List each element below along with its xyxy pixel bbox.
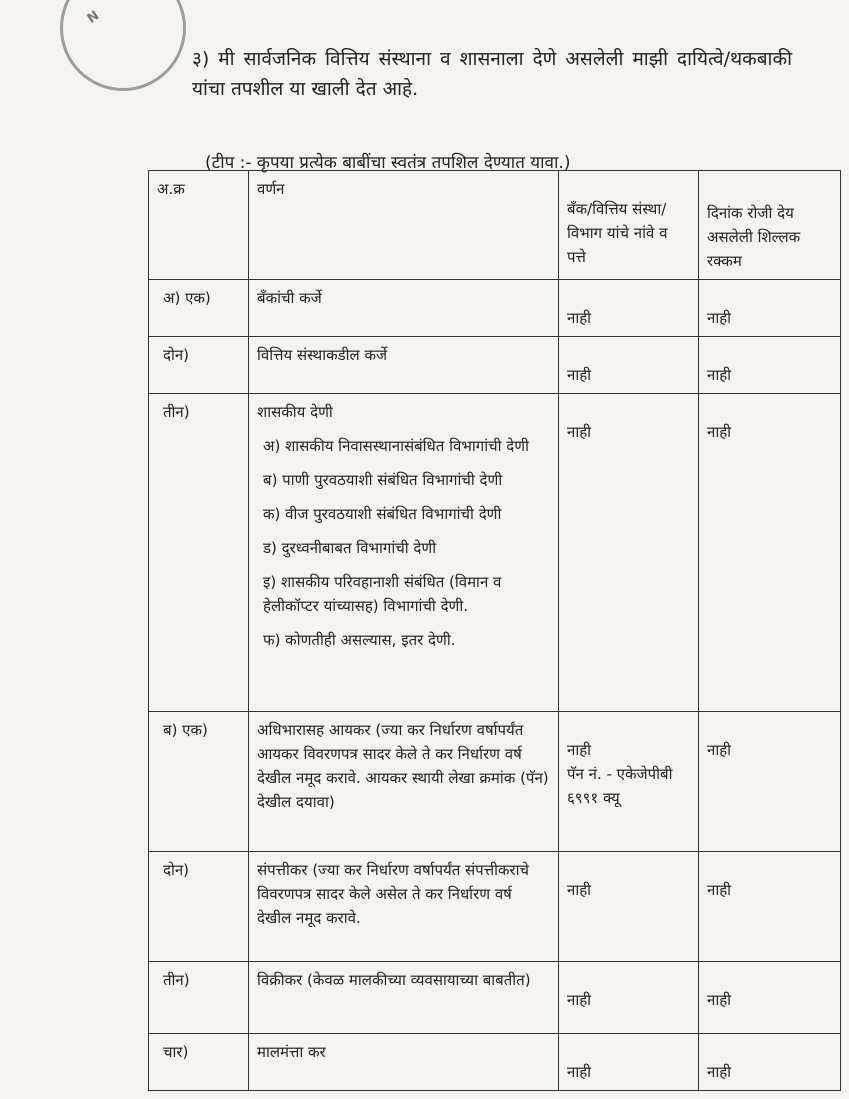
- sub-item: ब) पाणी पुरवठयाशी संबंधित विभागांची देणी: [263, 471, 503, 489]
- pan-number: पॅन नं. - एकेजेपीबी ६९९१ क्यू: [567, 765, 673, 807]
- header-description: वर्णन: [249, 171, 559, 280]
- row-bank: नाही: [559, 1034, 699, 1091]
- row-sno: दोन): [149, 852, 249, 962]
- row-bank: नाही: [559, 394, 699, 712]
- row-bank: नाही: [559, 337, 699, 394]
- sub-item: ड) दुरध्वनीबाबत विभागांची देणी: [263, 539, 437, 557]
- table-row: [149, 962, 841, 1034]
- header-sno: अ.क्र: [149, 171, 249, 280]
- row-amount: नाही: [699, 394, 841, 712]
- row-amount: नाही: [699, 962, 841, 1034]
- row-sno: तीन): [149, 962, 249, 1034]
- row-description: [249, 394, 559, 712]
- row-amount: नाही: [699, 852, 841, 962]
- table-row: [149, 394, 841, 712]
- table-row: [149, 337, 841, 394]
- table-row: [149, 712, 841, 852]
- row-amount: नाही: [699, 280, 841, 337]
- row-description: संपत्तीकर (ज्या कर निर्धारण वर्षापर्यंत संपत्तीकराचे विवरणपत्र सादर केले असेल ते कर निर्धारण वर्ष देखील नमूद करावे.: [249, 852, 559, 962]
- sub-item: अ) शासकीय निवासस्थानासंबंधित विभागांची देणी: [263, 437, 529, 455]
- row-sno: चार): [149, 1034, 249, 1091]
- row-description-title: शासकीय देणी: [257, 403, 333, 421]
- row-description: अधिभारासह आयकर (ज्या कर निर्धारण वर्षापर्यंत आयकर विवरणपत्र सादर केले ते कर निर्धारण वर्ष देखील नमूद करावे. आयकर स्थायी लेखा क्रमांक (पॅन) देखील दयावा): [249, 712, 559, 852]
- row-sno: ब) एक): [149, 712, 249, 852]
- table-row: [149, 280, 841, 337]
- intro-paragraph: ३) मी सार्वजनिक वित्तिय संस्थाना व शासनाला देणे असलेली माझी दायित्वे/थकबाकी यांचा तपशील या खाली देत आहे.: [192, 48, 792, 100]
- stamp-text: N: [84, 8, 103, 27]
- row-sno: दोन): [149, 337, 249, 394]
- row-description: वित्तिय संस्थाकडील कर्जे: [249, 337, 559, 394]
- note-text: (टीप :- कृपया प्रत्येक बाबींचा स्वतंत्र तपशिल देण्यात यावा.): [205, 153, 571, 173]
- row-amount: नाही: [699, 712, 841, 852]
- sub-item: फ) कोणतीही असल्यास, इतर देणी.: [263, 631, 456, 649]
- row-bank-value: नाही: [567, 741, 592, 759]
- header-date-amount: दिनांक रोजी देय असलेली शिल्लक रक्कम: [699, 171, 841, 280]
- row-sno: तीन): [149, 394, 249, 712]
- sub-item: इ) शासकीय परिवहानाशी संबंधित (विमान व हेलीकॉप्टर यांच्यासह) विभागांची देणी.: [263, 573, 502, 615]
- row-sno: अ) एक): [149, 280, 249, 337]
- row-amount: नाही: [699, 337, 841, 394]
- stamp-seal-icon: [60, 0, 186, 91]
- row-description: बँकांची कर्जे: [249, 280, 559, 337]
- row-amount: नाही: [699, 1034, 841, 1091]
- row-description: विक्रीकर (केवळ मालकीच्या व्यवसायाच्या बाबतीत): [249, 962, 559, 1034]
- table-row: [149, 852, 841, 962]
- row-description: मालमंत्ता कर: [249, 1034, 559, 1091]
- row-bank: नाही: [559, 280, 699, 337]
- header-bank: बँक/वित्तिय संस्था/विभाग यांचे नांवे व पत्ते: [559, 171, 699, 280]
- row-bank: नाही: [559, 962, 699, 1034]
- liabilities-table: [148, 170, 841, 1091]
- row-bank: [559, 712, 699, 852]
- table-row: [149, 1034, 841, 1091]
- row-bank: नाही: [559, 852, 699, 962]
- sub-item: क) वीज पुरवठयाशी संबंधित विभागांची देणी: [263, 505, 502, 523]
- table-header-row: [149, 171, 841, 280]
